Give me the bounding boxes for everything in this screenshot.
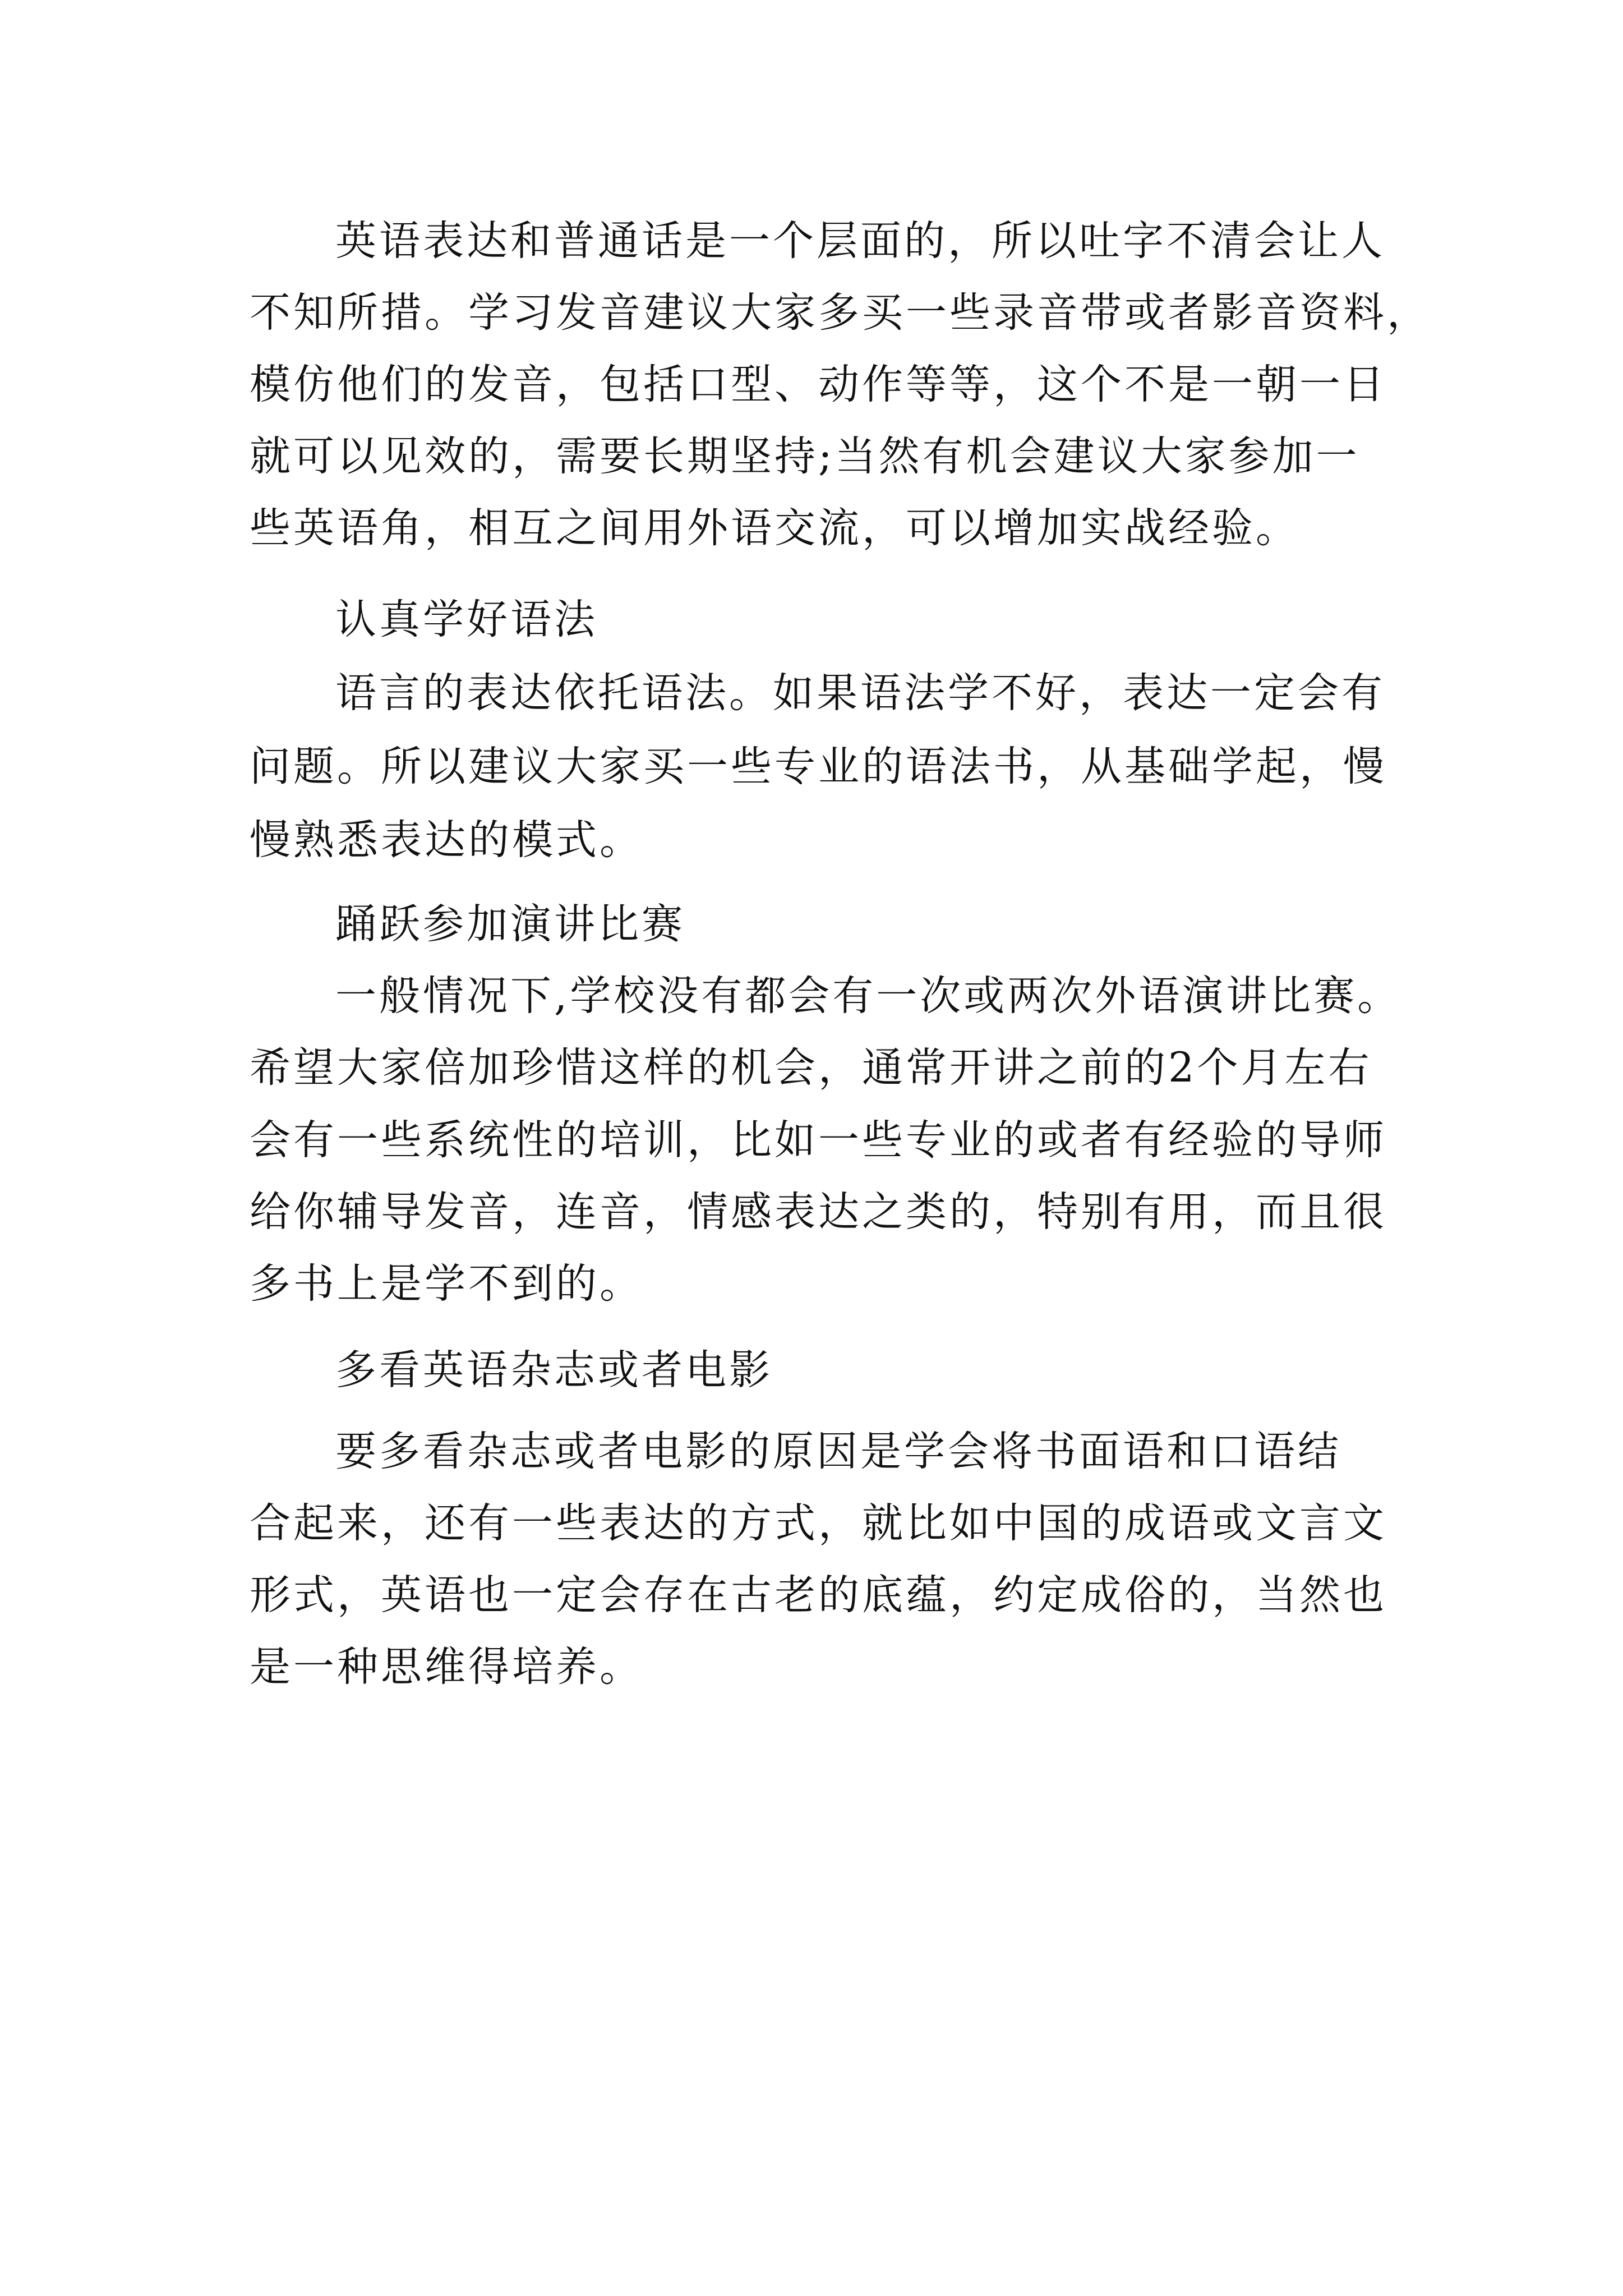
body-text-line: 模仿他们的发音，包括口型、动作等等，这个不是一朝一日 bbox=[250, 361, 1387, 408]
body-text-line: 不知所措。学习发音建议大家多买一些录音带或者影音资料， bbox=[250, 289, 1431, 337]
body-text-line: 些英语角，相互之间用外语交流，可以增加实战经验。 bbox=[250, 504, 1299, 552]
body-text-line: 就可以见效的，需要长期坚持;当然有机会建议大家参加一 bbox=[250, 432, 1360, 480]
body-text-line: 多书上是学不到的。 bbox=[250, 1260, 643, 1308]
body-text-line: 给你辅导发音，连音，情感表达之类的，特别有用，而且很 bbox=[250, 1188, 1387, 1236]
body-text-line: 是一种思维得培养。 bbox=[250, 1643, 643, 1691]
body-text-line: 会有一些系统性的培训，比如一些专业的或者有经验的导师 bbox=[250, 1116, 1387, 1164]
body-text-line: 英语表达和普通话是一个层面的，所以吐字不清会让人 bbox=[335, 217, 1385, 265]
body-text-line: 合起来，还有一些表达的方式，就比如中国的成语或文言文 bbox=[250, 1499, 1387, 1547]
body-text-line: 要多看杂志或者电影的原因是学会将书面语和口语结 bbox=[335, 1428, 1341, 1475]
body-text-line: 一般情况下,学校没有都会有一次或两次外语演讲比赛。 bbox=[335, 972, 1401, 1020]
body-text-line: 语言的表达依托语法。如果语法学不好，表达一定会有 bbox=[335, 669, 1385, 717]
body-text-line: 希望大家倍加珍惜这样的机会，通常开讲之前的2个月左右 bbox=[250, 1044, 1372, 1092]
section-heading: 认真学好语法 bbox=[335, 596, 598, 643]
section-heading: 踊跃参加演讲比赛 bbox=[335, 900, 685, 948]
body-text-line: 问题。所以建议大家买一些专业的语法书，从基础学起，慢 bbox=[250, 743, 1387, 790]
body-text-line: 慢熟悉表达的模式。 bbox=[250, 816, 643, 864]
body-text-line: 形式，英语也一定会存在古老的底蕴，约定成俗的，当然也 bbox=[250, 1571, 1387, 1619]
section-heading: 多看英语杂志或者电影 bbox=[335, 1346, 773, 1394]
